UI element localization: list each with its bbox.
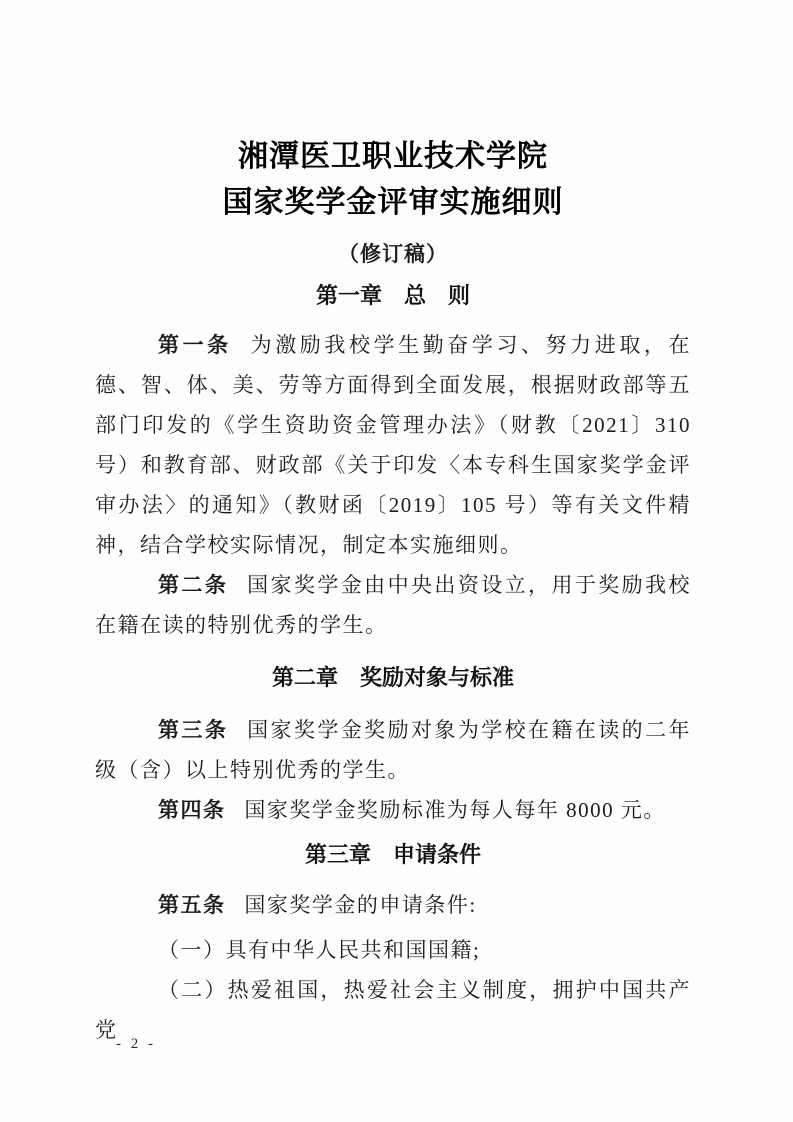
article-5-text: 国家奖学金的申请条件:	[244, 893, 477, 917]
article-5-label: 第五条	[158, 893, 226, 917]
article-2-label: 第二条	[158, 573, 229, 597]
article-4-paragraph	[95, 790, 691, 830]
article-3-paragraph	[95, 710, 691, 790]
chapter-1-heading: 第一章 总 则	[315, 283, 470, 308]
article-2-text: 国家奖学金由中央出资设立，用于奖励我校在籍在读的特别优秀的学生。	[95, 573, 692, 637]
chapter-3-heading: 第三章 申请条件	[304, 842, 481, 867]
article-4-label: 第四条	[158, 798, 226, 822]
article-1-paragraph	[95, 325, 691, 565]
document-title-line2: 国家奖学金评审实施细则	[222, 186, 564, 219]
document-content	[95, 0, 691, 1050]
footer-page-number: - 2 -	[116, 1036, 156, 1052]
article-1-label: 第一条	[158, 333, 232, 357]
revision-note: （修订稿）	[338, 242, 448, 266]
article-3-label: 第三条	[158, 718, 229, 742]
condition-item-1: （一）具有中华人民共和国国籍;	[158, 938, 481, 962]
article-5-paragraph	[95, 885, 691, 925]
document-title	[95, 134, 691, 226]
article-3-text: 国家奖学金奖励对象为学校在籍在读的二年级（含）以上特别优秀的学生。	[95, 718, 692, 782]
article-1-text: 为激励我校学生勤奋学习、努力进取，在德、智、体、美、劳等方面得到全面发展，根据财政部等五部门印发的《学生资助资金管理办法》（财教〔2021〕310 号）和教育部、财政部《关于印发〈本专科生国家奖学金评审办法〉的通知》（教财函〔2019〕105 号）等有关文件精神，结合学校实际情况，制定本实施细则。	[95, 333, 692, 557]
condition-item-2: （二）热爱祖国，热爱社会主义制度，拥护中国共产党	[95, 978, 691, 1042]
chapter-2-heading: 第二章 奖励对象与标准	[271, 665, 514, 690]
article-4-text: 国家奖学金奖励标准为每人每年 8000 元。	[244, 798, 666, 822]
article-2-paragraph	[95, 565, 691, 645]
document-title-line1: 湘潭医卫职业技术学院	[238, 140, 548, 173]
